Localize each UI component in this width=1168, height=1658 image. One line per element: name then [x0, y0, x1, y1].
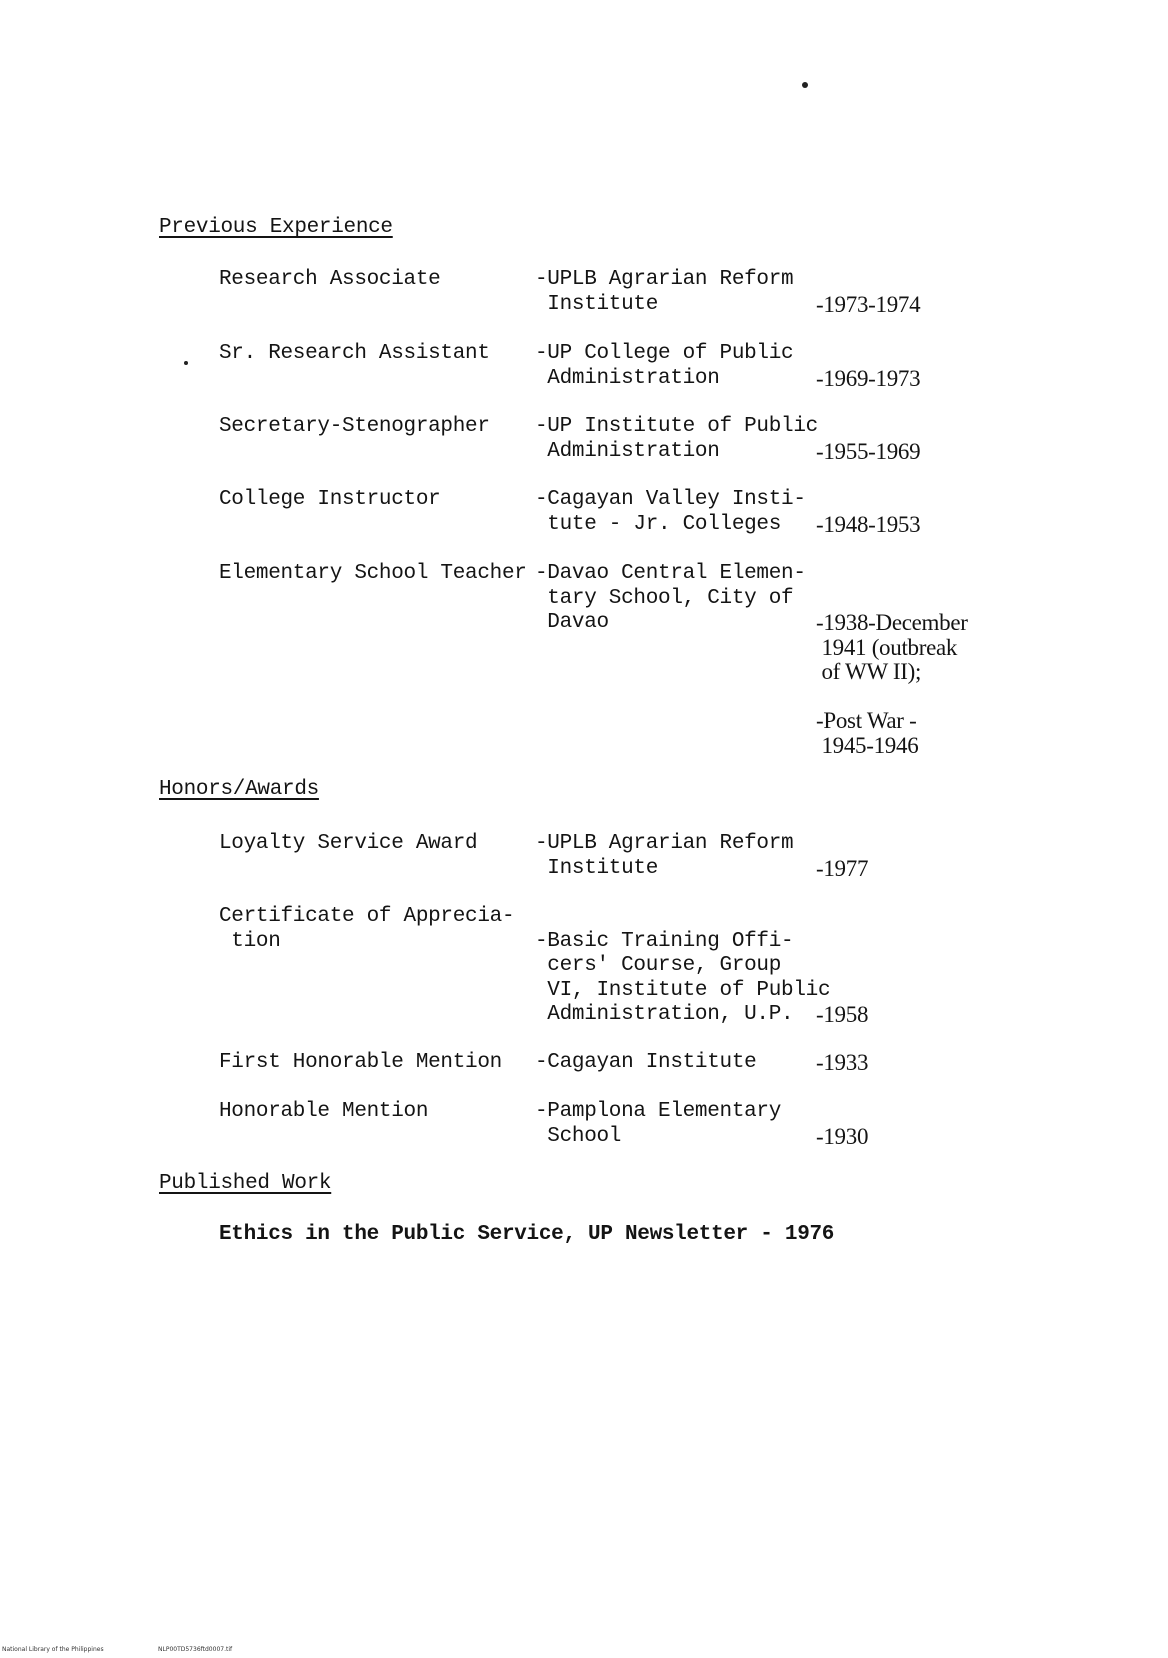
- position-title: Sr. Research Assistant: [219, 342, 490, 365]
- award-name: Honorable Mention: [219, 1100, 429, 1123]
- award-grantor: -UPLB Agrarian Reform Institute: [535, 832, 794, 880]
- position-title: Elementary School Teacher: [219, 562, 527, 585]
- position-title: Secretary-Stenographer: [219, 415, 490, 438]
- employer-name: -UP Institute of Public Administration: [535, 415, 818, 463]
- award-year: -1930: [816, 1123, 869, 1149]
- service-period: -1948-1953: [816, 511, 921, 537]
- ink-speck: [802, 82, 808, 88]
- employer-name: -Cagayan Valley Insti- tute - Jr. Colleges: [535, 488, 806, 536]
- service-period: -1938-December 1941 (outbreak of WW II); -Post War - 1945-1946: [816, 610, 968, 758]
- footer-file-id: NLP00TD5736ftd0007.tif: [158, 1646, 233, 1653]
- award-name: Certificate of Apprecia- tion: [219, 905, 515, 953]
- footer-library-name: National Library of the Philippines: [2, 1646, 104, 1653]
- award-grantor: -Cagayan Institute: [535, 1051, 757, 1074]
- ink-speck: [184, 361, 188, 365]
- position-title: College Instructor: [219, 488, 441, 511]
- employer-name: -UP College of Public Administration: [535, 342, 794, 390]
- employer-name: -UPLB Agrarian Reform Institute: [535, 268, 794, 316]
- award-year: -1958: [816, 1002, 869, 1027]
- position-title: Research Associate: [219, 268, 441, 291]
- honors-awards-heading: Honors/Awards: [159, 778, 319, 801]
- award-name: First Honorable Mention: [219, 1051, 502, 1074]
- award-name: Loyalty Service Award: [219, 832, 478, 855]
- award-year: -1977: [816, 855, 869, 881]
- award-year: -1933: [816, 1050, 869, 1075]
- previous-experience-heading: Previous Experience: [159, 216, 393, 239]
- award-grantor: -Basic Training Offi- cers' Course, Group VI, Institute of Public Administration, U.P.: [535, 929, 831, 1026]
- service-period: -1955-1969: [816, 438, 921, 464]
- award-grantor: -Pamplona Elementary School: [535, 1100, 782, 1148]
- published-work-title: Ethics in the Public Service, UP Newsletter - 1976: [219, 1223, 835, 1246]
- service-period: -1969-1973: [816, 365, 921, 391]
- published-work-heading: Published Work: [159, 1172, 332, 1195]
- service-period: -1973-1974: [816, 291, 921, 317]
- employer-name: -Davao Central Elemen- tary School, City of Davao: [535, 562, 806, 634]
